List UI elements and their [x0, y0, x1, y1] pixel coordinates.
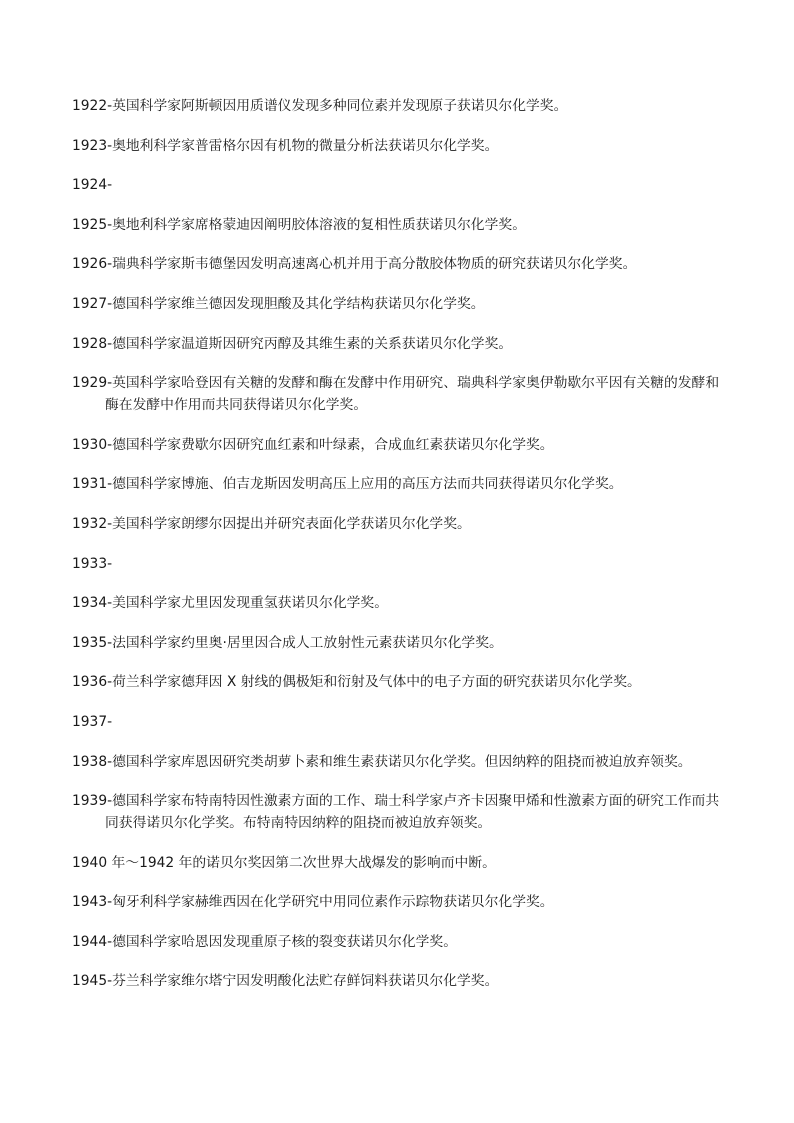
- entry-1925: 1925-奥地利科学家席格蒙迪因阐明胶体溶液的复相性质获诺贝尔化学奖。: [72, 216, 526, 233]
- entry-1935: 1935-法国科学家约里奥·居里因合成人工放射性元素获诺贝尔化学奖。: [72, 634, 503, 651]
- entry-1927: 1927-德国科学家维兰德因发现胆酸及其化学结构获诺贝尔化学奖。: [72, 295, 485, 312]
- entry-1938: 1938-德国科学家库恩因研究类胡萝卜素和维生素获诺贝尔化学奖。但因纳粹的阻挠而被迫放弃领奖。: [72, 753, 692, 770]
- entry-1943: 1943-匈牙利科学家赫维西因在化学研究中用同位素作示踪物获诺贝尔化学奖。: [72, 894, 554, 911]
- entry-1944: 1944-德国科学家哈恩因发现重原子核的裂变获诺贝尔化学奖。: [72, 933, 458, 950]
- entry-1945: 1945-芬兰科学家维尔塔宁因发明酸化法贮存鲜饲料获诺贝尔化学奖。: [72, 973, 499, 990]
- entry-1932: 1932-美国科学家朗缪尔因提出并研究表面化学获诺贝尔化学奖。: [72, 515, 471, 532]
- entry-1928: 1928-德国科学家温道斯因研究丙醇及其维生素的关系获诺贝尔化学奖。: [72, 335, 513, 352]
- entry-1929: 1929-英国科学家哈登因有关糖的发酵和酶在发酵中作用研究、瑞典科学家奥伊勒歇尔平因有关糖的发酵和酶在发酵中作用而共同获得诺贝尔化学奖。: [72, 375, 720, 414]
- entry-1931: 1931-德国科学家博施、伯吉龙斯因发明高压上应用的高压方法而共同获得诺贝尔化学奖。: [72, 476, 623, 493]
- entry-1923: 1923-奥地利科学家普雷格尔因有机物的微量分析法获诺贝尔化学奖。: [72, 137, 499, 154]
- entry-1936: 1936-荷兰科学家德拜因 X 射线的偶极矩和衍射及气体中的电子方面的研究获诺贝尔化学奖。: [72, 674, 641, 691]
- entry-1926: 1926-瑞典科学家斯韦德堡因发明高速离心机并用于高分散胶体物质的研究获诺贝尔化学奖。: [72, 256, 637, 273]
- entry-list: [72, 95, 724, 1010]
- entry-1940-1942: 1940 年～1942 年的诺贝尔奖因第二次世界大战爆发的影响而中断。: [72, 854, 496, 871]
- entry-1934: 1934-美国科学家尤里因发现重氢获诺贝尔化学奖。: [72, 595, 389, 612]
- entry-1937: 1937-: [72, 713, 113, 730]
- entry-1924: 1924-: [72, 177, 113, 194]
- entry-1922: 1922-英国科学家阿斯顿因用质谱仪发现多种同位素并发现原子获诺贝尔化学奖。: [72, 98, 568, 114]
- entry-1930: 1930-德国科学家费歇尔因研究血红素和叶绿素，合成血红素获诺贝尔化学奖。: [72, 436, 554, 453]
- entry-1939: 1939-德国科学家布特南特因性激素方面的工作、瑞士科学家卢齐卡因聚甲烯和性激素方面的研究工作而共同获得诺贝尔化学奖。布特南特因纳粹的阻挠而被迫放弃领奖。: [72, 793, 720, 832]
- entry-1933: 1933-: [72, 555, 113, 572]
